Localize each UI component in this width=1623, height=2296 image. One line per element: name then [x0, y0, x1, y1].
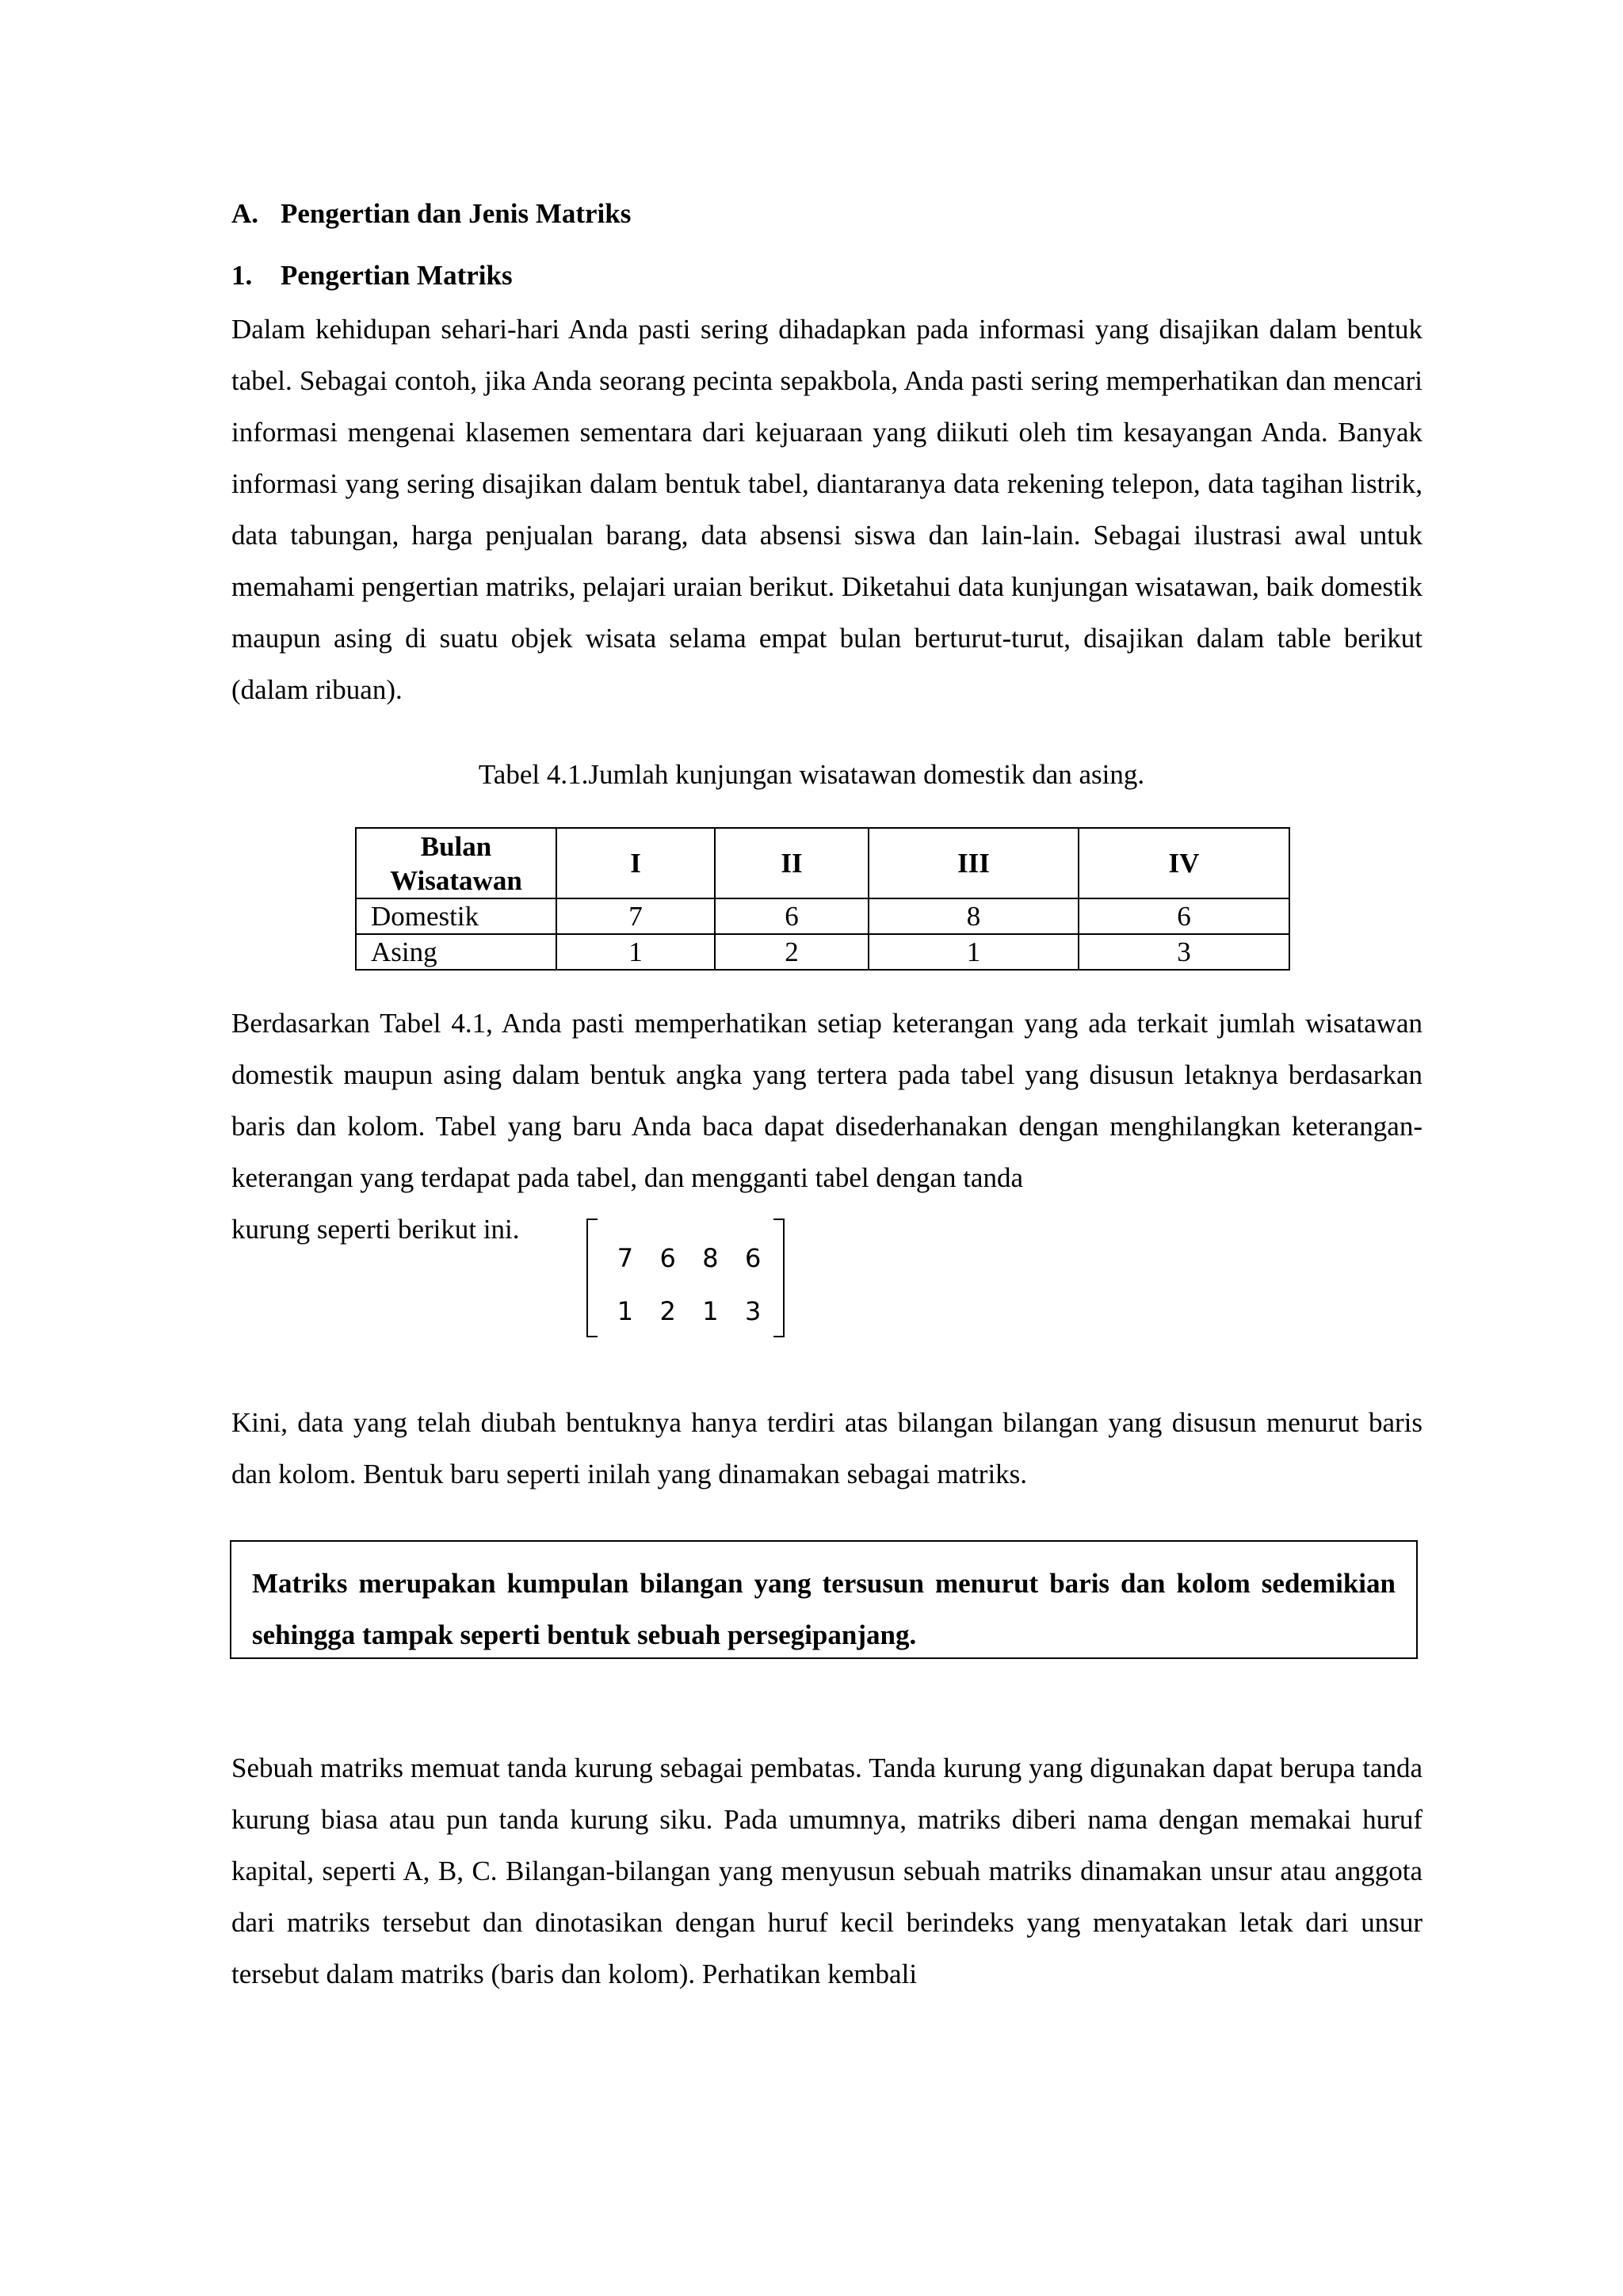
corner-label-month: Bulan	[420, 830, 492, 862]
after-matrix-paragraph: Kini, data yang telah diubah bentuknya hanya terdiri atas bilangan bilangan yang disusun menurut baris dan kolom. Bentuk baru seperti inilah yang dinamakan sebagai matriks.	[231, 1407, 1423, 1489]
intro-paragraph: Dalam kehidupan sehari-hari Anda pasti sering dihadapkan pada informasi yang disajikan dalam bentuk tabel. Sebagai contoh, jika Anda seorang pecinta sepakbola, Anda pasti sering memperhatikan dan mencari informasi mengenai klasemen sementara dari kejuaraan yang diikuti oleh tim kesayangan Anda. Banyak informasi yang sering disajikan dalam bentuk tabel, diantaranya data rekening telepon, data tagihan listrik, data tabungan, harga penjualan barang, data absensi siswa dan lain-lain. Sebagai ilustrasi awal untuk memahami pengertian matriks, pelajari uraian berikut. Diketahui data kunjungan wisatawan, baik domestik maupun asing di suatu objek wisata selama empat bulan berturut-turut, disajikan dalam table berikut (dalam ribuan).	[231, 314, 1423, 705]
section-heading	[231, 200, 631, 227]
bracket-matrix	[586, 1219, 785, 1336]
row-label: Domestik	[356, 898, 556, 934]
matrix-lead-text: kurung seperti berikut ini.	[231, 1214, 520, 1245]
section-letter: A.	[231, 198, 259, 229]
matrix-entry: 3	[744, 1296, 762, 1326]
visitors-table	[355, 827, 1290, 971]
table-cell: 6	[1079, 898, 1289, 934]
table-row	[356, 898, 1289, 934]
row-label: Asing	[356, 934, 556, 970]
matrix-entry: 1	[702, 1296, 719, 1326]
table-cell: 2	[715, 934, 869, 970]
matrix-row	[604, 1245, 774, 1271]
table-header-row	[356, 828, 1289, 898]
column-header: IV	[1079, 828, 1289, 898]
closing-paragraph: Sebuah matriks memuat tanda kurung sebagai pembatas. Tanda kurung yang digunakan dapat berupa tanda kurung biasa atau pun tanda kurung siku. Pada umumnya, matriks diberi nama dengan memakai huruf kapital, seperti A, B, C. Bilangan-bilangan yang menyusun sebuah matriks dinamakan unsur atau anggota dari matriks tersebut dan dinotasikan dengan huruf kecil berindeks yang menyatakan letak dari unsur tersebut dalam matriks (baris dan kolom). Perhatikan kembali	[231, 1753, 1423, 1989]
matrix-entry: 8	[702, 1243, 719, 1273]
table-row	[356, 934, 1289, 970]
subsection-number: 1.	[231, 260, 253, 291]
matrix-entry: 7	[617, 1243, 634, 1273]
right-bracket	[773, 1219, 785, 1337]
corner-label-tourist: Wisatawan	[390, 864, 522, 896]
matrix-entry: 6	[744, 1243, 762, 1273]
table-cell: 1	[869, 934, 1079, 970]
table-cell: 1	[556, 934, 715, 970]
table-cell: 6	[715, 898, 869, 934]
table-cell: 3	[1079, 934, 1289, 970]
after-table-paragraph: Berdasarkan Tabel 4.1, Anda pasti memperhatikan setiap keterangan yang ada terkait jumlah wisatawan domestik maupun asing dalam bentuk angka yang tertera pada tabel yang disusun letaknya berdasarkan baris dan kolom. Tabel yang baru Anda baca dapat disederhanakan dengan menghilangkan keterangan-keterangan yang terdapat pada tabel, dan mengganti tabel dengan tanda	[231, 1008, 1423, 1193]
subsection-heading	[231, 261, 513, 289]
matrix-entry: 6	[659, 1243, 676, 1273]
matrix-entry: 2	[659, 1296, 676, 1326]
column-header: II	[715, 828, 869, 898]
left-bracket	[586, 1219, 598, 1337]
table-cell: 8	[869, 898, 1079, 934]
matrix-entry: 1	[617, 1296, 634, 1326]
table-cell: 7	[556, 898, 715, 934]
column-header: I	[556, 828, 715, 898]
section-title: Pengertian dan Jenis Matriks	[281, 198, 632, 229]
table-caption: Tabel 4.1.Jumlah kunjungan wisatawan domestik dan asing.	[478, 759, 1145, 790]
column-header: III	[869, 828, 1079, 898]
matrix-row	[604, 1296, 774, 1326]
table-corner-header	[356, 828, 556, 898]
subsection-title: Pengertian Matriks	[281, 260, 513, 291]
definition-box: Matriks merupakan kumpulan bilangan yang tersusun menurut baris dan kolom sedemikian sehingga tampak seperti bentuk sebuah persegipanjang.	[230, 1540, 1418, 1659]
